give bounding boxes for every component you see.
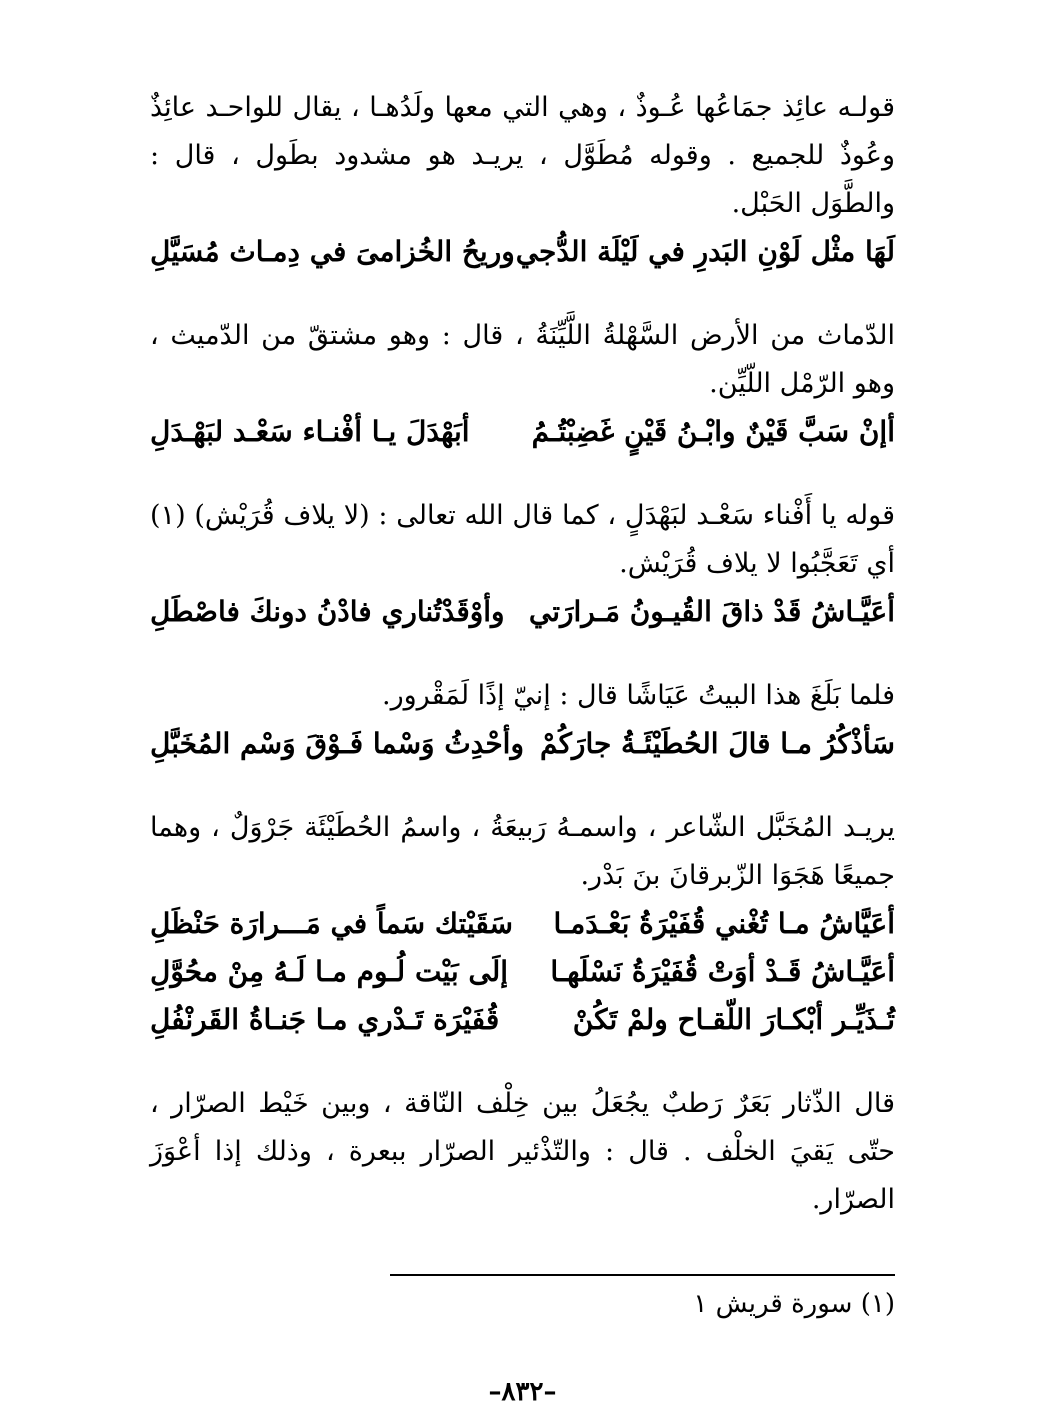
verse-first-hemistich: أعَيَّـاشُ قَدْ ذاقَ القُيـونُ مَـرارَتي xyxy=(528,595,895,628)
verse-second-hemistich: وأحْدِثُ وَسْما فَـوْقَ وَسْم المُخَبَّلِ xyxy=(150,727,524,760)
commentary-paragraph: الدّماث من الأرض السَّهْلةُ اللَّيِّنَةُ ، قال : وهو مشتقّ من الدّميث ، وهو الرّمْل اللّيِّن. xyxy=(150,320,895,399)
verse-second-hemistich: قُفَيْرَة تَـدْري مـا جَنـاةُ القَرنْفُلِ xyxy=(150,1003,500,1036)
verse-first-hemistich: لَهَا مثْل لَوْنِ البَدرِ في لَيْلَة الدُّجي xyxy=(515,235,895,268)
footnote-divider xyxy=(390,1274,895,1276)
verse-first-hemistich: سَأذْكُرُ مـا قالَ الحُطَيْئَـةُ جارَكُمْ xyxy=(539,727,895,760)
verse-second-hemistich: وريحُ الخُزامىَ في دِمـاث مُسَيَّلِ xyxy=(150,235,515,268)
verse-second-hemistich: إلَى بَيْت لُـوم مـا لَـهُ مِنْ محُوَّلِ xyxy=(150,955,509,988)
poem-verse xyxy=(150,948,895,996)
page-number: –٨٣٢– xyxy=(488,1377,557,1407)
verse-first-hemistich: أإنْ سَبَّ قَيْنٌ وابْـنُ قَيْنٍ غَضِبْتُـمُ xyxy=(531,415,895,448)
poem-verse xyxy=(150,720,895,768)
poem-verse xyxy=(150,588,895,636)
verse-second-hemistich: وأوْقَدْتُناري فادْنُ دونكَ فاصْطَلِ xyxy=(150,595,505,628)
commentary-paragraph: قوله يا أَفْناء سَعْـد لبَهْدَلٍ ، كما قال الله تعالى : (لا يلاف قُرَيْش) (١) أي تَعَجَّبُوا لا يلاف قُرَيْش. xyxy=(150,500,895,579)
verse-first-hemistich: تُـذَيِّـر أبْكـارَ اللّقـاح ولمْ تَكُنْ xyxy=(572,1003,895,1036)
commentary-paragraph: يريـد المُخَبَّل الشّاعر ، واسمـهُ رَبيعَةُ ، واسمُ الحُطَيْئَة جَرْوَلٌ ، وهما جميعًا هَجَوَا الزّبرقانَ بنَ بَدْر. xyxy=(150,812,895,891)
verse-first-hemistich: أعَيَّـاشُ قَـدْ أوَتْ قُفَيْرَةُ نَسْلَهـا xyxy=(550,955,895,988)
commentary-paragraph: فلما بَلَغَ هذا البيتُ عَيَاشًا قال : إنيّ إذًا لَمَقْرور. xyxy=(382,680,895,711)
verse-second-hemistich: أبَهْدَلَ يـا أفْنـاء سَعْـد لبَهْـدَلِ xyxy=(150,415,470,448)
poem-verse xyxy=(150,228,895,276)
footnote: (١) سورة قريش ١ xyxy=(693,1289,895,1319)
commentary-paragraph: قولـه عائِذ جمَاعُها عُـوذٌ ، وهي التي معها ولَدُهـا ، يقال للواحـد عائِذٌ وعُوذٌ للجميع . وقوله مُطَوَّل ، يريـد هو مشدود بطَول ، قال : والطَّوَل الحَبْل. xyxy=(150,92,895,219)
poem-verse xyxy=(150,900,895,948)
verse-second-hemistich: سَقَيْتك سَماً في مَـــرارَة حَنْظَلِ xyxy=(150,907,513,940)
poem-verse xyxy=(150,996,895,1044)
poem-verse xyxy=(150,408,895,456)
verse-first-hemistich: أعَيَّاشُ مـا تُغْني قُفَيْرَةُ بَعْـدَمـا xyxy=(553,907,895,940)
commentary-paragraph: قال الذّثار بَعَرٌ رَطبٌ يجُعَلُ بين خِلْف النّاقة ، وبين خَيْط الصرّار ، حتّى يَقيَ الخلْف . قال : والتّذْئير الصرّار ببعرة ، وذلك إذا أعْوَزَ الصرّار. xyxy=(150,1088,895,1215)
book-page xyxy=(150,84,895,1414)
